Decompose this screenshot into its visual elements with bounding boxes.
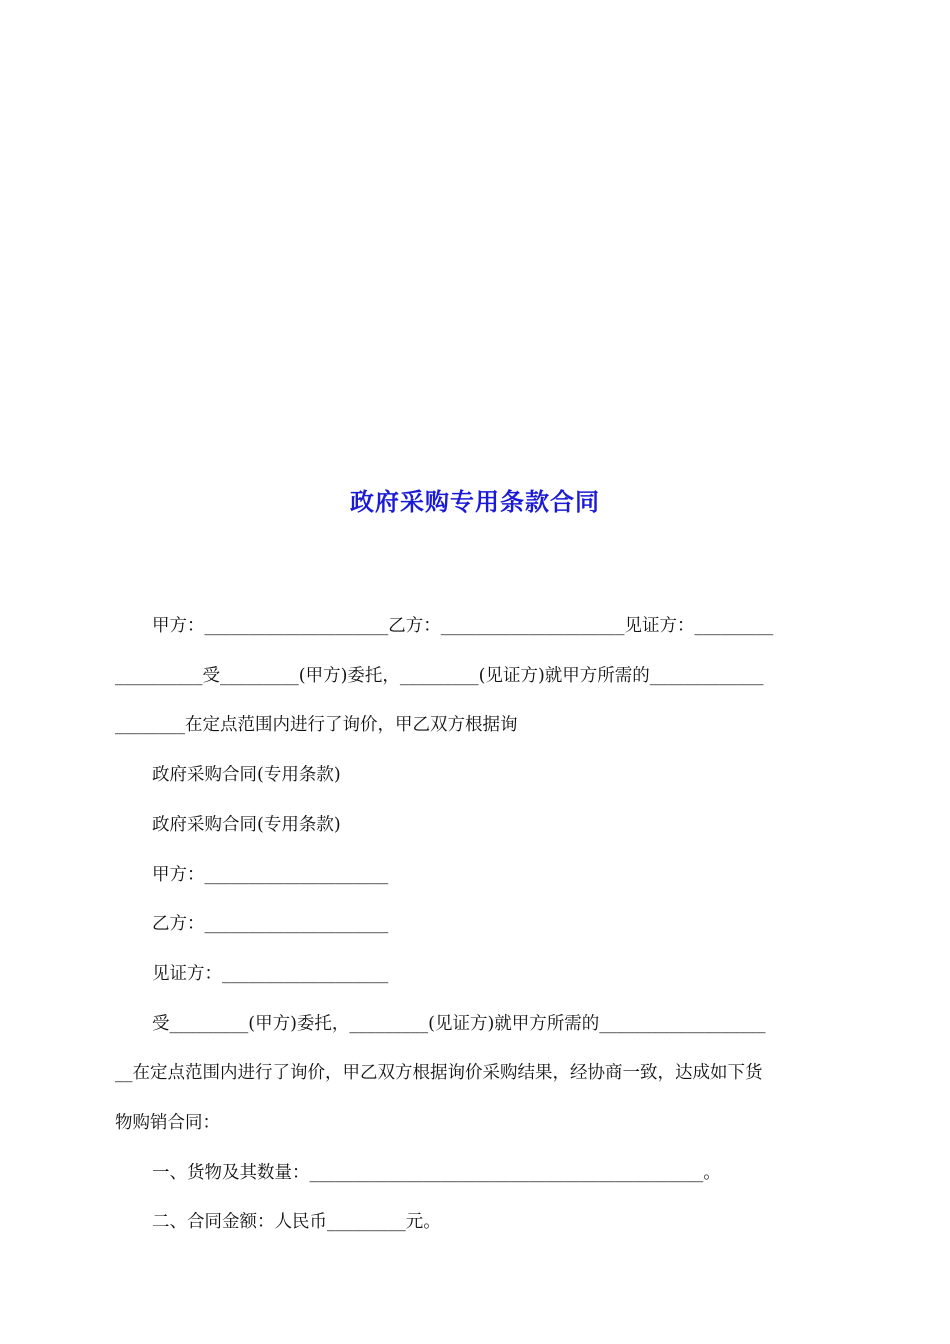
document-body xyxy=(115,602,837,1248)
paragraph-line: 政府采购合同(专用条款) xyxy=(152,814,341,835)
document-title: 政府采购专用条款合同 xyxy=(350,487,600,516)
paragraph-line: 受_________(甲方)委托，_________(见证方)就甲方所需的___________________ xyxy=(152,1013,766,1034)
paragraph-line: 政府采购合同(专用条款) xyxy=(152,765,341,786)
paragraph-line: 一、货物及其数量：_____________________________________________。 xyxy=(152,1162,721,1183)
paragraph-line: 乙方：_____________________ xyxy=(152,914,389,935)
paragraph-line: 物购销合同： xyxy=(115,1113,220,1134)
paragraph-line: __在定点范围内进行了询价，甲乙双方根据询价采购结果，经协商一致，达成如下货 xyxy=(115,1063,763,1084)
paragraph-line: 见证方：___________________ xyxy=(152,963,389,984)
paragraph-line: __________受_________(甲方)委托，_________(见证方)就甲方所需的_____________ xyxy=(115,665,764,686)
paragraph-line: ________在定点范围内进行了询价，甲乙双方根据询 xyxy=(115,715,518,736)
paragraph-line: 甲方：_____________________乙方：_____________________见证方：_________ xyxy=(152,616,774,636)
paragraph-line: 甲方：_____________________ xyxy=(152,864,389,885)
paragraph-line: 二、合同金额：人民币_________元。 xyxy=(152,1212,441,1233)
